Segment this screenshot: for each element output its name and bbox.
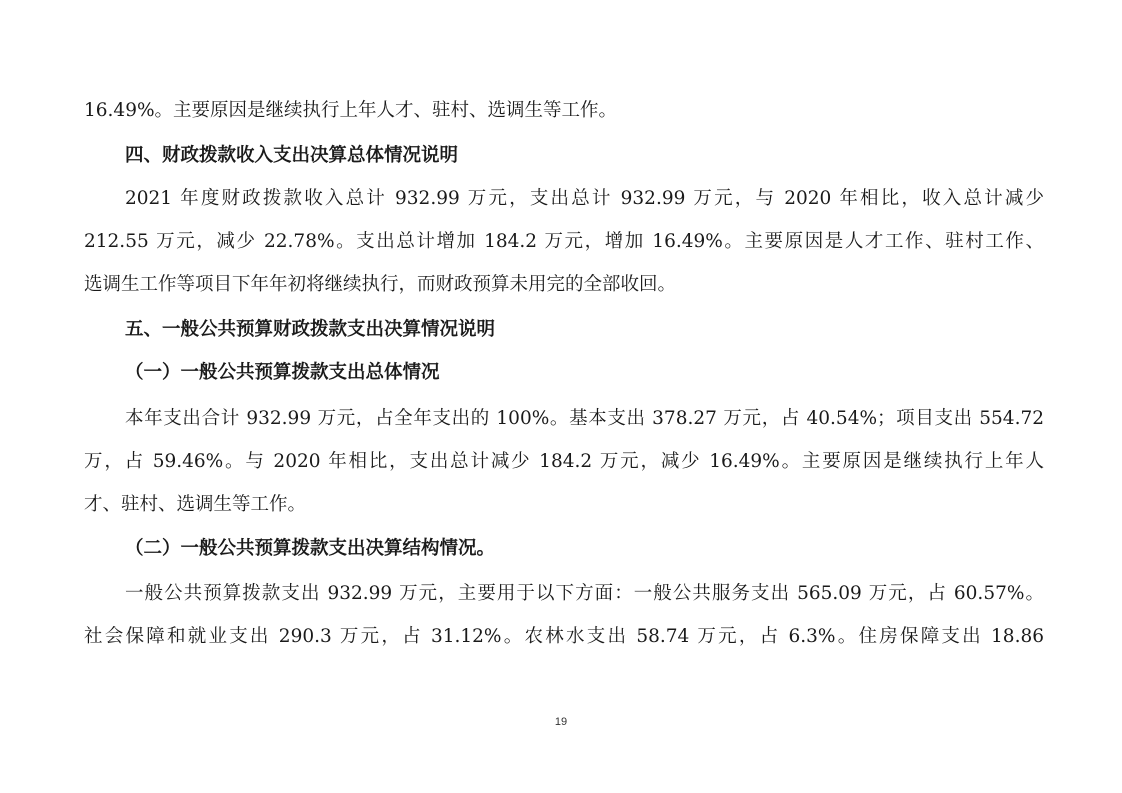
paragraph-line: 本年支出合计 932.99 万元，占全年支出的 100%。基本支出 378.27 万元，占 40.54%；项目支出 554.72: [125, 408, 1044, 429]
section-heading-4: 四、财政拨款收入支出决算总体情况说明: [125, 145, 459, 166]
subsection-heading-2: （二）一般公共预算拨款支出决算结构情况。: [125, 538, 496, 559]
paragraph-line: 万，占 59.46%。与 2020 年相比，支出总计减少 184.2 万元，减少 16.49%。主要原因是继续执行上年人: [84, 451, 1044, 472]
paragraph-line: 2021 年度财政拨款收入总计 932.99 万元，支出总计 932.99 万元，与 2020 年相比，收入总计减少: [125, 188, 1044, 209]
paragraph-line: 选调生工作等项目下年年初将继续执行，而财政预算未用完的全部收回。: [84, 274, 677, 295]
paragraph-line: 16.49%。主要原因是继续执行上年人才、驻村、选调生等工作。: [84, 100, 618, 121]
paragraph-line: 212.55 万元，减少 22.78%。支出总计增加 184.2 万元，增加 16.49%。主要原因是人才工作、驻村工作、: [84, 231, 1044, 252]
page-number: 19: [554, 716, 568, 728]
paragraph-line: 社会保障和就业支出 290.3 万元，占 31.12%。农林水支出 58.74 万元，占 6.3%。住房保障支出 18.86: [84, 626, 1044, 647]
paragraph-line: 才、驻村、选调生等工作。: [84, 494, 307, 515]
section-heading-5: 五、一般公共预算财政拨款支出决算情况说明: [125, 319, 496, 340]
paragraph-line: 一般公共预算拨款支出 932.99 万元，主要用于以下方面：一般公共服务支出 565.09 万元，占 60.57%。: [125, 583, 1044, 604]
subsection-heading-1: （一）一般公共预算拨款支出总体情况: [125, 362, 440, 383]
